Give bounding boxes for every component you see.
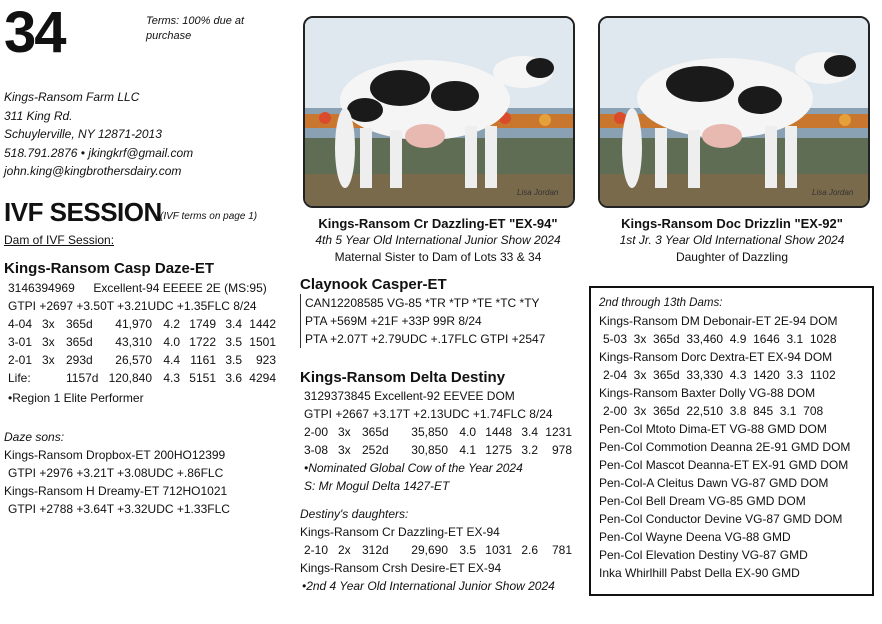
dam-name-line: Kings-Ransom Dorc Dextra-ET EX-94 DOM bbox=[599, 350, 833, 364]
sire-line2: PTA +569M +21F +33P 99R 8/24 bbox=[305, 314, 482, 328]
record-cell: 26,570 bbox=[115, 353, 152, 367]
record-cell: 3x bbox=[42, 353, 55, 367]
daughter-1-name: Kings-Ransom Cr Dazzling-ET EX-94 bbox=[300, 525, 500, 539]
record-cell: 4.1 bbox=[459, 443, 476, 457]
record-cell: 3.6 bbox=[225, 371, 242, 385]
record-cell: 5151 bbox=[189, 371, 216, 385]
record-cell: 293d bbox=[66, 353, 93, 367]
record-cell: 43,310 bbox=[115, 335, 152, 349]
dams-lines bbox=[591, 312, 872, 582]
caption-2-line2: 1st Jr. 3 Year Old International Show 2024 bbox=[619, 233, 845, 247]
record-cell: 1161 bbox=[190, 353, 216, 367]
dam-record-line: 5-03 3x 365d 33,460 4.9 1646 3.1 1028 bbox=[603, 332, 837, 346]
record-cell: 3x bbox=[338, 443, 351, 457]
granddam-reg-score: 3129373845 Excellent-92 EEVEE DOM bbox=[304, 389, 515, 403]
photo-credit-2: Lisa Jordan bbox=[812, 188, 854, 197]
daughter-1-record bbox=[300, 541, 585, 559]
session-title: IVF SESSION bbox=[4, 197, 162, 227]
record-cell: 1231 bbox=[545, 425, 572, 439]
record-cell: 2-00 bbox=[304, 425, 329, 439]
record-cell: 4.0 bbox=[459, 425, 476, 439]
record-cell: 978 bbox=[551, 443, 572, 457]
dam-name-line: Pen-Col Commotion Deanna 2E-91 GMD DOM bbox=[599, 440, 851, 454]
record-cell: 3.4 bbox=[225, 317, 242, 331]
granddam-sire: S: Mr Mogul Delta 1427-ET bbox=[304, 479, 450, 493]
dam-record-row bbox=[8, 333, 294, 351]
sire-line3: PTA +2.07T +2.79UDC +.17FLC GTPI +2547 bbox=[305, 332, 546, 346]
record-cell: 1448 bbox=[485, 425, 512, 439]
daughter-2-note: •2nd 4 Year Old International Junior Show 2024 bbox=[302, 579, 555, 593]
caption-1-line2: 4th 5 Year Old International Junior Show 2024 bbox=[315, 233, 561, 247]
photo-drizzlin bbox=[598, 16, 870, 208]
dam-name-line: Kings-Ransom Baxter Dolly VG-88 DOM bbox=[599, 386, 816, 400]
lot-number: 34 bbox=[4, 0, 65, 65]
granddam-gtpi: GTPI +2667 +3.17T +2.13UDC +1.74FLC 8/24 bbox=[304, 407, 553, 421]
granddam-record-row bbox=[304, 441, 585, 459]
dam-record-line: 2-04 3x 365d 33,330 4.3 1420 3.3 1102 bbox=[603, 368, 836, 382]
granddam-block bbox=[300, 369, 585, 495]
record-cell: 1501 bbox=[249, 335, 276, 349]
seller-phone-email: 518.791.2876 • jkingkrf@gmail.com bbox=[4, 145, 194, 160]
dam-record-row bbox=[8, 315, 294, 333]
caption-2-name: Kings-Ransom Doc Drizzlin "EX-92" bbox=[621, 216, 843, 231]
cow-photo-dazzling bbox=[305, 18, 573, 206]
dam-gtpi: GTPI +2697 +3.50T +3.21UDC +1.35FLC 8/24 bbox=[8, 299, 257, 313]
terms-text: Terms: 100% due at purchase bbox=[146, 15, 245, 42]
session-note: (IVF terms on page 1) bbox=[160, 211, 258, 222]
record-cell: 3.4 bbox=[521, 425, 538, 439]
dam-name-line: Pen-Col Wayne Deena VG-88 GMD bbox=[599, 530, 791, 544]
caption-drizzlin bbox=[587, 215, 877, 266]
dam-score: Excellent-94 EEEEE 2E (MS:95) bbox=[93, 281, 267, 295]
seller-address1: 311 King Rd. bbox=[4, 108, 73, 123]
record-cell: 3-01 bbox=[8, 335, 33, 349]
record-cell: 41,970 bbox=[115, 317, 152, 331]
dam-record-line: 2-00 3x 365d 22,510 3.8 845 3.1 708 bbox=[603, 404, 824, 418]
dam-name-line: Pen-Col Bell Dream VG-85 GMD DOM bbox=[599, 494, 806, 508]
record-cell: 3.2 bbox=[521, 443, 538, 457]
dam-records bbox=[4, 315, 294, 387]
record-cell: 120,840 bbox=[108, 371, 152, 385]
dam-of-label: Dam of IVF Session: bbox=[4, 233, 115, 247]
record-cell: 252d bbox=[362, 443, 389, 457]
dams-box bbox=[589, 286, 874, 596]
record-cell: 365d bbox=[362, 425, 389, 439]
record-cell: 365d bbox=[66, 317, 93, 331]
son-2-name: Kings-Ransom H Dreamy-ET 712HO1021 bbox=[4, 484, 228, 498]
daze-sons-block bbox=[4, 428, 294, 518]
record-cell: 3x bbox=[42, 317, 55, 331]
daze-sons-label: Daze sons: bbox=[4, 430, 65, 444]
dam-name-line: Pen-Col Elevation Destiny VG-87 GMD bbox=[599, 548, 808, 562]
record-cell: 4-04 bbox=[8, 317, 33, 331]
dam-name-line: Pen-Col-A Cleitus Dawn VG-87 GMD DOM bbox=[599, 476, 829, 490]
son-1-gtpi: GTPI +2976 +3.21T +3.08UDC +.86FLC bbox=[8, 466, 224, 480]
record-cell: 312d bbox=[362, 543, 389, 557]
dam-name-line: Pen-Col Mascot Deanna-ET EX-91 GMD DOM bbox=[599, 458, 849, 472]
record-cell: 30,850 bbox=[411, 443, 448, 457]
record-cell: 3.5 bbox=[225, 353, 242, 367]
record-cell: 1157d bbox=[66, 371, 99, 385]
photo-credit-1: Lisa Jordan bbox=[517, 188, 559, 197]
dam-name-line: Pen-Col Mtoto Dima-ET VG-88 GMD DOM bbox=[599, 422, 827, 436]
record-cell: 3x bbox=[42, 335, 55, 349]
dam-name-line: Inka Whirlhill Pabst Della EX-90 GMD bbox=[599, 566, 800, 580]
dam-reg: 3146394969 bbox=[8, 281, 75, 295]
record-cell: 2.6 bbox=[521, 543, 538, 557]
record-cell: 3.5 bbox=[225, 335, 242, 349]
record-cell: 4.0 bbox=[163, 335, 180, 349]
record-cell: 1031 bbox=[485, 543, 512, 557]
record-cell: 1722 bbox=[189, 335, 216, 349]
daughter-record-row bbox=[304, 541, 585, 559]
record-cell: 4.2 bbox=[163, 317, 180, 331]
granddam-records bbox=[300, 423, 585, 459]
dam-block bbox=[4, 260, 294, 407]
caption-2-line3: Daughter of Dazzling bbox=[675, 250, 789, 264]
cow-photo-drizzlin bbox=[600, 18, 868, 206]
photo-dazzling bbox=[303, 16, 575, 208]
dams-heading: 2nd through 13th Dams: bbox=[599, 297, 723, 309]
dam-note: •Region 1 Elite Performer bbox=[8, 391, 144, 405]
dam-record-row bbox=[8, 369, 294, 387]
record-cell: 1442 bbox=[249, 317, 276, 331]
caption-1-line3: Maternal Sister to Dam of Lots 33 & 34 bbox=[334, 250, 542, 264]
record-cell: Life: bbox=[8, 371, 31, 385]
dam-name-line: Pen-Col Conductor Devine VG-87 GMD DOM bbox=[599, 512, 843, 526]
seller-name: Kings-Ransom Farm LLC bbox=[4, 90, 140, 104]
caption-dazzling bbox=[293, 215, 583, 266]
record-cell: 3-08 bbox=[304, 443, 329, 457]
granddam-note: •Nominated Global Cow of the Year 2024 bbox=[304, 461, 523, 475]
destiny-daughters-block bbox=[300, 505, 585, 595]
sire-block bbox=[300, 276, 585, 348]
record-cell: 4.4 bbox=[163, 353, 180, 367]
dam-name: Kings-Ransom Casp Daze-ET bbox=[4, 260, 215, 277]
daughter-2-name: Kings-Ransom Crsh Desire-ET EX-94 bbox=[300, 561, 502, 575]
dam-record-row bbox=[8, 351, 294, 369]
record-cell: 4.3 bbox=[163, 371, 180, 385]
son-1-name: Kings-Ransom Dropbox-ET 200HO12399 bbox=[4, 448, 226, 462]
seller-email2: john.king@kingbrothersdairy.com bbox=[4, 164, 182, 178]
destiny-daughters-label: Destiny's daughters: bbox=[300, 507, 409, 521]
record-cell: 4294 bbox=[249, 371, 276, 385]
record-cell: 2-10 bbox=[304, 543, 329, 557]
granddam-record-row bbox=[304, 423, 585, 441]
caption-1-name: Kings-Ransom Cr Dazzling-ET "EX-94" bbox=[318, 216, 558, 231]
record-cell: 1275 bbox=[485, 443, 512, 457]
seller-contact bbox=[4, 88, 193, 181]
record-cell: 3x bbox=[338, 425, 351, 439]
record-cell: 3.5 bbox=[459, 543, 476, 557]
record-cell: 781 bbox=[551, 543, 572, 557]
record-cell: 29,690 bbox=[411, 543, 448, 557]
sire-line1: CAN12208585 VG-85 *TR *TP *TE *TC *TY bbox=[305, 296, 540, 310]
record-cell: 2x bbox=[338, 543, 351, 557]
seller-address2: Schuylerville, NY 12871-2013 bbox=[4, 127, 162, 141]
record-cell: 365d bbox=[66, 335, 93, 349]
dam-name-line: Kings-Ransom DM Debonair-ET 2E-94 DOM bbox=[599, 314, 838, 328]
granddam-name: Kings-Ransom Delta Destiny bbox=[300, 369, 506, 386]
record-cell: 1749 bbox=[189, 317, 216, 331]
record-cell: 923 bbox=[255, 353, 276, 367]
record-cell: 35,850 bbox=[411, 425, 448, 439]
sire-name: Claynook Casper-ET bbox=[300, 276, 447, 293]
record-cell: 2-01 bbox=[8, 353, 33, 367]
son-2-gtpi: GTPI +2788 +3.64T +3.32UDC +1.33FLC bbox=[8, 502, 230, 516]
